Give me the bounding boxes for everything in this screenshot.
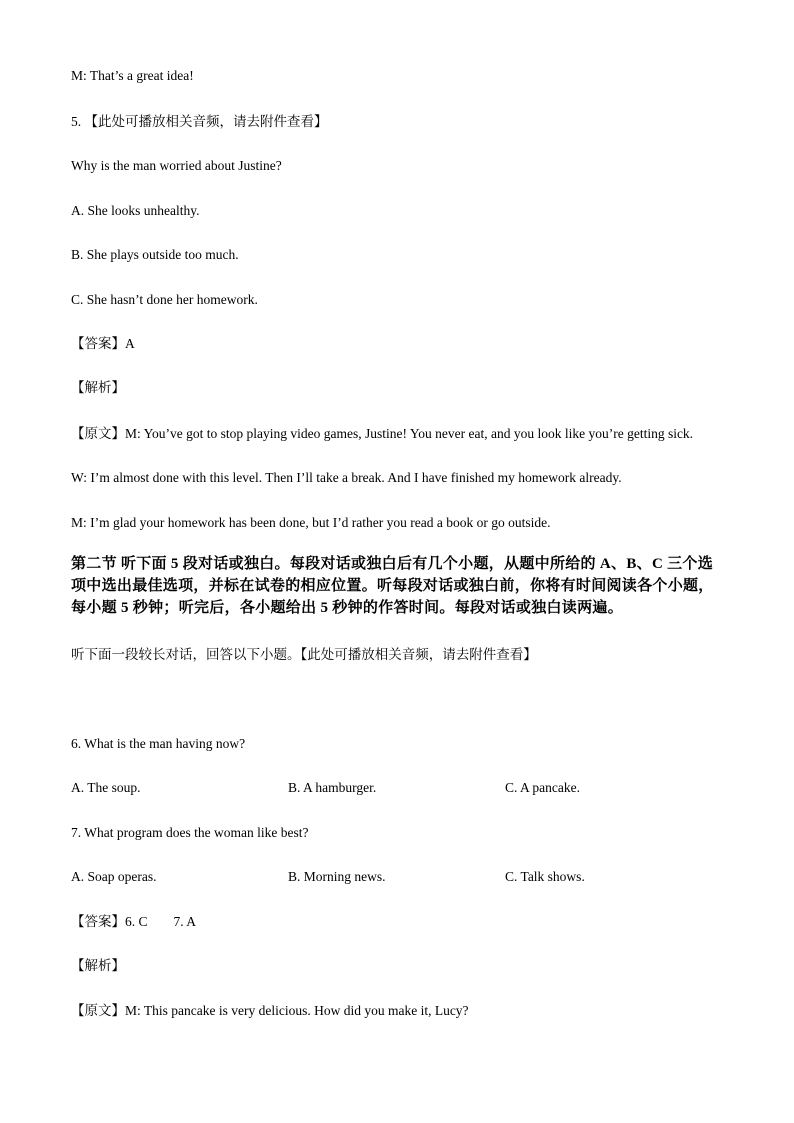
- transcript-line: 【原文】M: This pancake is very delicious. How did you make it, Lucy?: [71, 1003, 469, 1018]
- question-7-option-b: B. Morning news.: [288, 869, 386, 884]
- listening-intro: 听下面一段较长对话，回答以下小题。【此处可播放相关音频，请去附件查看】: [71, 647, 537, 662]
- dialogue-line: M: That’s a great idea!: [71, 68, 194, 83]
- question-6-option-a: A. The soup.: [71, 780, 141, 795]
- transcript-line: 【原文】M: You’ve got to stop playing video games, Justine! You never eat, and you look like you’re getting sick.: [71, 426, 694, 441]
- questions-6-7-answer: [71, 913, 196, 931]
- question-6-text: 6. What is the man having now?: [71, 736, 246, 751]
- question-5-analysis-label: 【解析】: [71, 380, 125, 395]
- question-5-answer: 【答案】A: [71, 336, 135, 351]
- transcript-line: M: I’m glad your homework has been done, but I’d rather you read a book or go outside.: [71, 515, 551, 530]
- question-5-text: Why is the man worried about Justine?: [71, 158, 282, 173]
- question-7-option-a: A. Soap operas.: [71, 869, 157, 884]
- question-5-header: 5. 【此处可播放相关音频，请去附件查看】: [71, 114, 328, 129]
- section-2-instructions: 第二节 听下面 5 段对话或独白。每段对话或独白后有几个小题，从题中所给的 A、B、C 三个选项中选出最佳选项，并标在试卷的相应位置。听每段对话或独白前，你将有时间阅读各个小题，每小题 5 秒钟；听完后，各小题给出 5 秒钟的作答时间。每段对话或独白读两遍。: [71, 556, 714, 616]
- question-7-option-c: C. Talk shows.: [505, 869, 585, 884]
- answer-7: 7. A: [173, 914, 197, 929]
- answer-6: 【答案】6. C: [71, 914, 148, 929]
- question-5-option-c: C. She hasn’t done her homework.: [71, 292, 258, 307]
- questions-6-7-analysis-label: 【解析】: [71, 958, 125, 973]
- question-6-option-c: C. A pancake.: [505, 780, 580, 795]
- question-6-option-b: B. A hamburger.: [288, 780, 377, 795]
- question-5-option-b: B. She plays outside too much.: [71, 247, 239, 262]
- transcript-line: W: I’m almost done with this level. Then I’ll take a break. And I have finished my homework already.: [71, 470, 622, 485]
- question-7-text: 7. What program does the woman like best?: [71, 825, 309, 840]
- question-5-option-a: A. She looks unhealthy.: [71, 203, 200, 218]
